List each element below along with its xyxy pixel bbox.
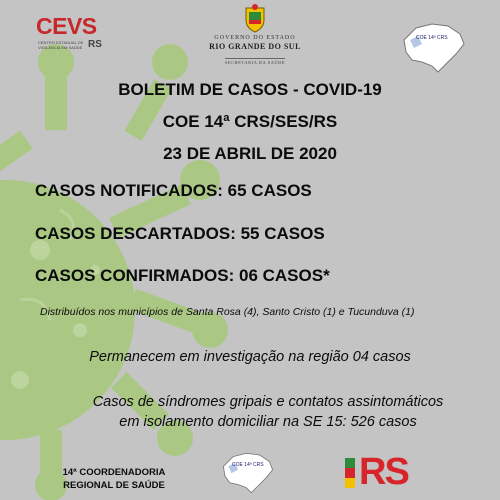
cevs-logo-tagline: CENTRO ESTADUAL DE VIGILÂNCIA EM SAÚDE xyxy=(38,40,84,50)
cases-discarded: CASOS DESCARTADOS: 55 CASOS xyxy=(35,224,325,243)
map-label: COE 14ª CRS xyxy=(416,35,448,41)
rs-map-icon xyxy=(398,20,470,76)
cevs-logo-rs: RS xyxy=(88,39,102,50)
government-line3: SECRETARIA DA SAÚDE xyxy=(224,60,286,65)
distribution-note: Distribuídos nos municípios de Santa Rosa (4), Santo Cristo (1) e Tucunduva (1) xyxy=(40,306,415,318)
coordenadoria-label xyxy=(44,466,184,492)
isolation-line2: em isolamento domiciliar na SE 15: 526 casos xyxy=(119,414,417,430)
cevs-logo-text: CEVS xyxy=(36,13,97,39)
bulletin-subtitle: COE 14ª CRS/SES/RS xyxy=(162,112,338,131)
coordenadoria-line1: 14ª COORDENADORIA xyxy=(62,467,166,478)
government-logo xyxy=(205,4,305,70)
rs-gov-logo xyxy=(343,451,433,494)
cases-notified: CASOS NOTIFICADOS: 65 CASOS xyxy=(35,181,312,200)
government-line2: RIO GRANDE DO SUL xyxy=(209,42,301,51)
coat-of-arms-icon xyxy=(243,4,267,34)
cases-confirmed: CASOS CONFIRMADOS: 06 CASOS* xyxy=(35,266,330,285)
cevs-logo xyxy=(36,14,108,54)
isolation-note xyxy=(0,392,500,432)
rs-map-footer-icon xyxy=(217,450,279,496)
map-footer-label: COE 14ª CRS xyxy=(232,462,264,468)
bulletin-date: 23 DE ABRIL DE 2020 xyxy=(163,144,337,163)
government-line1: GOVERNO DO ESTADO xyxy=(214,35,296,41)
isolation-line1: Casos de síndromes gripais e contatos assintomáticos xyxy=(92,394,444,410)
gov-stripes-icon xyxy=(345,458,355,488)
coordenadoria-line2: REGIONAL DE SAÚDE xyxy=(63,480,165,491)
bulletin-title: BOLETIM DE CASOS - COVID-19 xyxy=(118,80,382,99)
rs-brand-text: RS xyxy=(359,451,408,493)
investigation-note: Permanecem em investigação na região 04 casos xyxy=(89,349,411,365)
